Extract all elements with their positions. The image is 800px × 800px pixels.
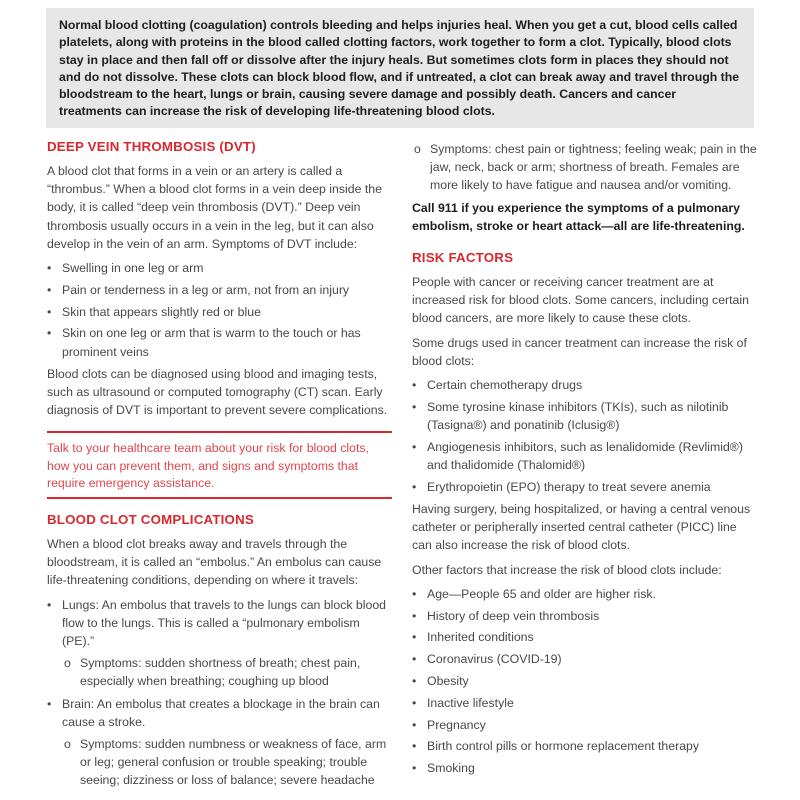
dvt-paragraph: A blood clot that forms in a vein or an artery is called a “thrombus.” When a blood clot forms in a vein deep inside the body, it is called “deep vein thrombosis (DVT).” Deep vein thrombosis usually occurs in a vein in the leg, but it can also develop in the vein of an arm. Symptoms of DVT include: bbox=[47, 164, 382, 251]
brain-sub-list bbox=[64, 735, 392, 790]
list-item: • Erythropoietin (EPO) therapy to treat severe anemia bbox=[412, 478, 757, 496]
list-item: • Birth control pills or hormone replacement therapy bbox=[412, 737, 757, 755]
risk-procedures-paragraph: Having surgery, being hospitalized, or having a central venous catheter or peripherally inserted central catheter (PICC) line can also increase the risk of blood clots. bbox=[412, 502, 751, 553]
list-item: • Angiogenesis inhibitors, such as lenalidomide (Revlimid®) and thalidomide (Thalomid®) bbox=[412, 438, 757, 474]
dvt-diagnosis-paragraph: Blood clots can be diagnosed using blood and imaging tests, such as ultrasound or computed tomography (CT) scan. Early diagnosis of DVT is important to prevent severe complications. bbox=[47, 366, 388, 418]
risk-other-paragraph: Other factors that increase the risk of blood clots include: bbox=[412, 562, 722, 577]
complications-paragraph: When a blood clot breaks away and travels through the bloodstream, it is called an “embolus.” An embolus can cause life-threatening conditions, depending on where it travels: bbox=[47, 537, 382, 588]
list-item: • Certain chemotherapy drugs bbox=[412, 376, 757, 394]
drug-list bbox=[412, 376, 757, 496]
list-item: • Smoking bbox=[412, 759, 757, 777]
sub-list-item: o Symptoms: chest pain or tightness; feeling weak; pain in the jaw, neck, back or arm; shortness of breath. Females are more likely to have fatigue and nausea and/or vomiting. bbox=[414, 140, 757, 195]
list-item: • Age—People 65 and older are higher risk. bbox=[412, 585, 757, 603]
dvt-heading: DEEP VEIN THROMBOSIS (DVT) bbox=[47, 139, 256, 154]
complications-heading: BLOOD CLOT COMPLICATIONS bbox=[47, 512, 254, 528]
sub-list-item: o Symptoms: sudden shortness of breath; chest pain, especially when breathing; coughing up blood bbox=[64, 654, 392, 690]
list-item: • Some tyrosine kinase inhibitors (TKIs), such as nilotinib (Tasigna®) and ponatinib (Iclusig®) bbox=[412, 398, 757, 434]
list-item: • Pregnancy bbox=[412, 716, 757, 734]
list-item: • Skin that appears slightly red or blue bbox=[47, 303, 392, 321]
intro-text: Normal blood clotting (coagulation) controls bleeding and helps injuries heal. When you get a cut, blood cells called platelets, along with proteins in the blood called clotting factors, work together to form a clot. Typically, blood clots stay in place and then fall off or dissolve after the injury heals. But sometimes clots form in places they should not and do not dissolve. These clots can block blood flow, and if untreated, a clot can break away and travel through the bloodstream to the heart, lungs or brain, causing severe damage and possibly death. Cancers and cancer treatments can increase the risk of developing life-threatening blood clots. bbox=[59, 18, 740, 119]
list-item: • Swelling in one leg or arm bbox=[47, 259, 392, 277]
callout-text: Talk to your healthcare team about your risk for blood clots, how you can prevent them, and signs and symptoms that require emergency assistance. bbox=[47, 441, 369, 490]
complications-list bbox=[47, 596, 392, 790]
risk-drugs-paragraph: Some drugs used in cancer treatment can increase the risk of blood clots: bbox=[412, 335, 747, 368]
right-column bbox=[412, 140, 757, 781]
lungs-text: Lungs: An embolus that travels to the lungs can block blood flow to the lungs. This is called a “pulmonary embolism (PE).” bbox=[62, 597, 387, 649]
risk-paragraph: People with cancer or receiving cancer treatment are at increased risk for blood clots. Some cancers, including certain blood cancers, are more likely to cause these clots. bbox=[412, 275, 749, 326]
sub-list-item: o Symptoms: sudden numbness or weakness of face, arm or leg; general confusion or trouble speaking; trouble seeing; dizziness or loss of balance; severe headache bbox=[64, 735, 392, 790]
list-item: • Obesity bbox=[412, 672, 757, 690]
list-item: • Inactive lifestyle bbox=[412, 694, 757, 712]
risk-heading: RISK FACTORS bbox=[412, 250, 514, 266]
brain-text: Brain: An embolus that creates a blockage in the brain can cause a stroke. bbox=[62, 696, 380, 729]
list-item: • Inherited conditions bbox=[412, 628, 757, 646]
callout-box bbox=[47, 431, 392, 499]
lungs-sub-list bbox=[64, 654, 392, 690]
heart-sub-list bbox=[414, 140, 757, 195]
list-item: • Pain or tenderness in a leg or arm, not from an injury bbox=[47, 281, 392, 299]
list-item: • Coronavirus (COVID-19) bbox=[412, 650, 757, 668]
dvt-symptom-list bbox=[47, 259, 392, 361]
intro-box bbox=[46, 8, 754, 128]
left-column bbox=[47, 138, 392, 794]
risk-factor-list bbox=[412, 585, 757, 778]
list-item: • History of deep vein thrombosis bbox=[412, 607, 757, 625]
list-item-brain bbox=[47, 695, 392, 790]
list-item-lungs bbox=[47, 596, 392, 691]
emergency-warning: Call 911 if you experience the symptoms of a pulmonary embolism, stroke or heart attack—all are life-threatening. bbox=[412, 200, 745, 233]
list-item: • Skin on one leg or arm that is warm to the touch or has prominent veins bbox=[47, 324, 392, 360]
